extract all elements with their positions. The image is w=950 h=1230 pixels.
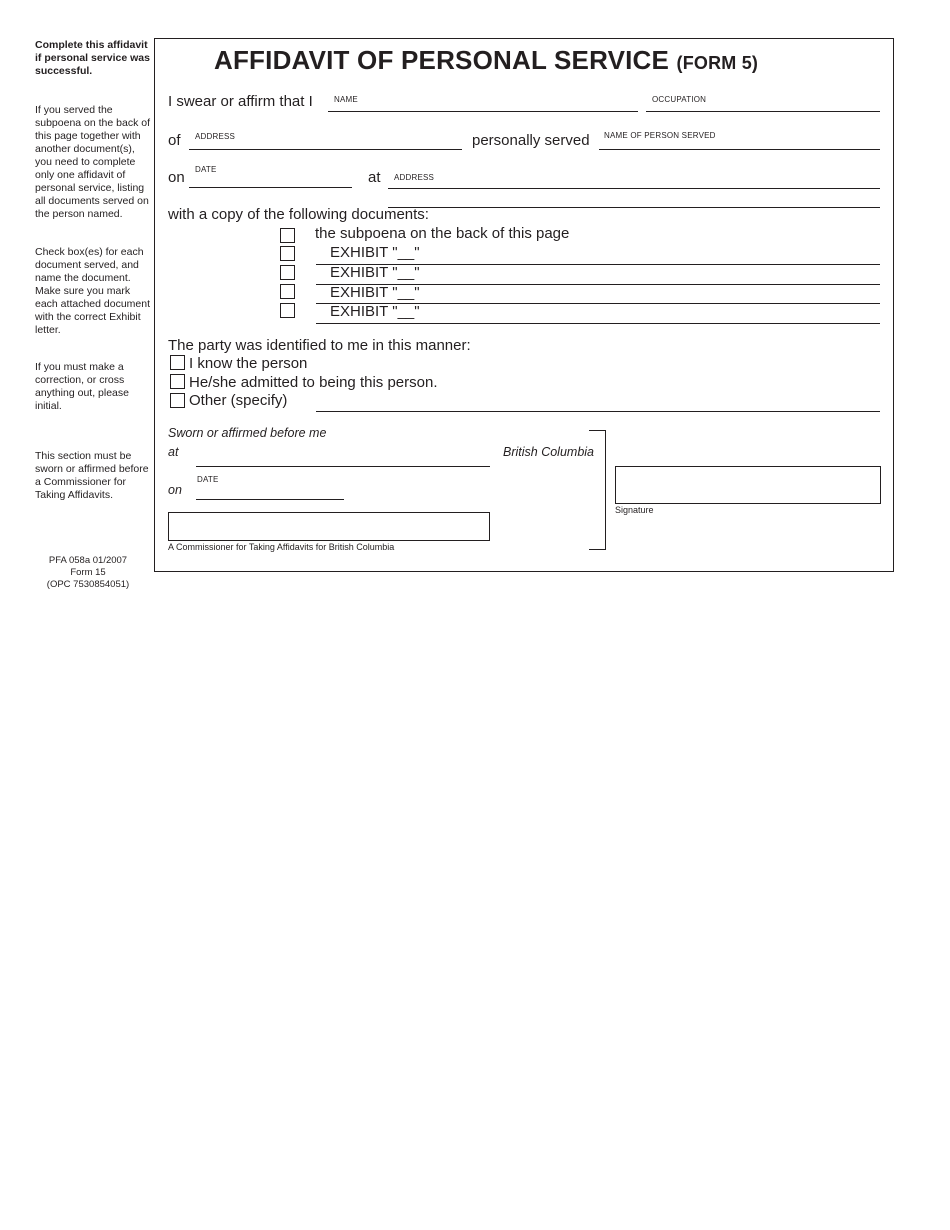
subpoena-checkbox[interactable]: [280, 228, 295, 243]
service-address-caption: ADDRESS: [394, 173, 435, 182]
sworn-on-label: on: [168, 483, 182, 497]
opc-number-line: (OPC 7530854051): [46, 579, 130, 590]
sworn-date-field[interactable]: [196, 499, 344, 500]
swear-label: I swear or affirm that I: [168, 93, 313, 110]
admitted-label: He/she admitted to being this person.: [189, 374, 438, 391]
of-label: of: [168, 132, 181, 149]
know-person-label: I know the person: [189, 355, 308, 372]
commissioner-caption: A Commissioner for Taking Affidavits for British Columbia: [168, 542, 395, 552]
other-label: Other (specify): [189, 392, 288, 409]
person-served-caption: NAME OF PERSON SERVED: [604, 131, 716, 140]
occupation-field[interactable]: [646, 111, 880, 112]
sworn-at-label: at: [168, 445, 179, 459]
form-number-line: Form 15: [70, 567, 106, 578]
title-main: AFFIDAVIT OF PERSONAL SERVICE: [214, 45, 670, 75]
sworn-label: Sworn or affirmed before me: [168, 426, 327, 440]
exhibit-label: EXHIBIT "__": [330, 303, 420, 320]
exhibit-checkbox[interactable]: [280, 265, 295, 280]
service-address-field-2[interactable]: [388, 207, 880, 208]
on-label: on: [168, 169, 185, 186]
other-checkbox[interactable]: [170, 393, 185, 408]
address-field[interactable]: [189, 149, 462, 150]
sworn-date-caption: DATE: [197, 475, 219, 484]
address-caption: ADDRESS: [195, 132, 236, 141]
exhibit-name-field[interactable]: [316, 323, 880, 324]
sidebar-note-complete: Complete this affidavit if personal service was successful.: [35, 39, 150, 77]
subpoena-label: the subpoena on the back of this page: [315, 225, 570, 242]
exhibit-checkbox[interactable]: [280, 284, 295, 299]
know-person-checkbox[interactable]: [170, 355, 185, 370]
signature-caption: Signature: [615, 505, 654, 515]
exhibit-label: EXHIBIT "__": [330, 244, 420, 261]
documents-label: with a copy of the following documents:: [168, 206, 429, 223]
date-caption: DATE: [195, 165, 217, 174]
exhibit-label: EXHIBIT "__": [330, 264, 420, 281]
sidebar-note-commissioner: This section must be sworn or affirmed before a Commissioner for Taking Affidavits.: [35, 450, 149, 501]
british-columbia-label: British Columbia: [503, 445, 595, 459]
other-specify-field[interactable]: [316, 411, 880, 412]
at-label: at: [368, 169, 381, 186]
sidebar-note-corrections: If you must make a correction, or cross anything out, please initial.: [35, 361, 129, 412]
section-bracket: [589, 430, 606, 550]
page-title: [214, 45, 758, 76]
service-address-field[interactable]: [388, 188, 880, 189]
person-served-field[interactable]: [599, 149, 880, 150]
form-code-line: PFA 058a 01/2007: [48, 555, 128, 566]
admitted-checkbox[interactable]: [170, 374, 185, 389]
service-date-field[interactable]: [189, 187, 352, 188]
sidebar-note-subpoena: If you served the subpoena on the back of this page together with another document(s), you need to complete only one affidavit of personal service, listing all documents served on the person named.: [35, 104, 151, 220]
exhibit-checkbox[interactable]: [280, 303, 295, 318]
exhibit-checkbox[interactable]: [280, 246, 295, 261]
name-field[interactable]: [328, 111, 638, 112]
commissioner-signature-box[interactable]: [168, 512, 490, 541]
deponent-signature-box[interactable]: [615, 466, 881, 504]
title-form-number: (FORM 5): [676, 53, 759, 73]
occupation-caption: OCCUPATION: [652, 95, 707, 104]
identification-label: The party was identified to me in this manner:: [168, 337, 471, 354]
form-code: [38, 555, 138, 591]
personally-served-label: personally served: [472, 132, 590, 149]
name-caption: NAME: [334, 95, 358, 104]
sidebar-note-checkboxes: Check box(es) for each document served, and name the document. Make sure you mark each attached document with the correct Exhibit letter.: [35, 246, 150, 336]
sworn-location-field[interactable]: [196, 466, 490, 467]
exhibit-label: EXHIBIT "__": [330, 284, 420, 301]
